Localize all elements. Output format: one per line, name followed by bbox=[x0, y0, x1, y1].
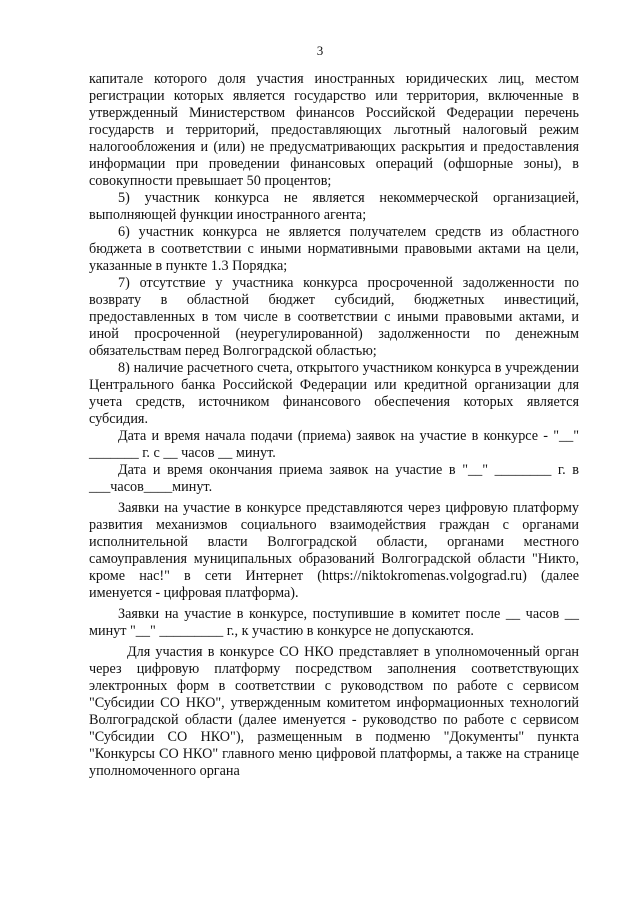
paragraph-item-8: 8) наличие расчетного счета, открытого участником конкурса в учреждении Центрального банка Российской Федерации или кредитной организации для учета средств, источником финансового обеспечения которых является субсидия. bbox=[89, 360, 579, 427]
paragraph-end-date: Дата и время окончания приема заявок на участие в "__" ________ г. в ___часов____минут. bbox=[89, 462, 579, 495]
paragraph-digital-platform: Заявки на участие в конкурсе представляются через цифровую платформу развития механизмов социального взаимодействия граждан с органами исполнительной власти Волгоградской области, органами местного самоуправления муниципальных образований Волгоградской области "Никто, кроме нас!" в сети Интернет (https://niktokromenas.volgograd.ru) (далее именуется - цифровая платформа). bbox=[89, 500, 579, 601]
paragraph-item-7: 7) отсутствие у участника конкурса просроченной задолженности по возврату в областной бюджет субсидий, бюджетных инвестиций, предоставленных в том числе в соответствии с иными правовыми актами, и иной просроченной (неурегулированной) задолженности по денежным обязательствам перед Волгоградской областью; bbox=[89, 275, 579, 359]
paragraph-late-applications: Заявки на участие в конкурсе, поступившие в комитет после __ часов __ минут "__" _________ г., к участию в конкурсе не допускаются. bbox=[89, 606, 579, 639]
paragraph-offshore-continuation: капитале которого доля участия иностранных юридических лиц, местом регистрации которых является государство или территория, включенные в утвержденный Министерством финансов Российской Федерации перечень государств и территорий, предоставляющих льготный налоговый режим налогообложения и (или) не предусматривающих раскрытия и предоставления информации при проведении финансовых операций (офшорные зоны), в совокупности превышает 50 процентов; bbox=[89, 71, 579, 189]
paragraph-submission-procedure: Для участия в конкурсе СО НКО представляет в уполномоченный орган через цифровую платформу посредством заполнения соответствующих электронных форм в соответствии с руководством по работе с сервисом "Субсидии СО НКО", утвержденным комитетом информационных технологий Волгоградской области (далее именуется - руководство по работе с сервисом "Субсидии СО НКО"), размещенным в подменю "Документы" пункта "Конкурсы СО НКО" главного меню цифровой платформы, а также на странице уполномоченного органа bbox=[89, 644, 579, 779]
paragraph-item-5: 5) участник конкурса не является некоммерческой организацией, выполняющей функции иностранного агента; bbox=[89, 190, 579, 223]
document-body bbox=[89, 71, 579, 780]
paragraph-item-6: 6) участник конкурса не является получателем средств из областного бюджета в соответствии с иными нормативными правовыми актами на цели, указанные в пункте 1.3 Порядка; bbox=[89, 224, 579, 274]
page-number: 3 bbox=[316, 43, 324, 58]
paragraph-start-date: Дата и время начала подачи (приема) заявок на участие в конкурсе - "__" _______ г. с __ часов __ минут. bbox=[89, 428, 579, 461]
